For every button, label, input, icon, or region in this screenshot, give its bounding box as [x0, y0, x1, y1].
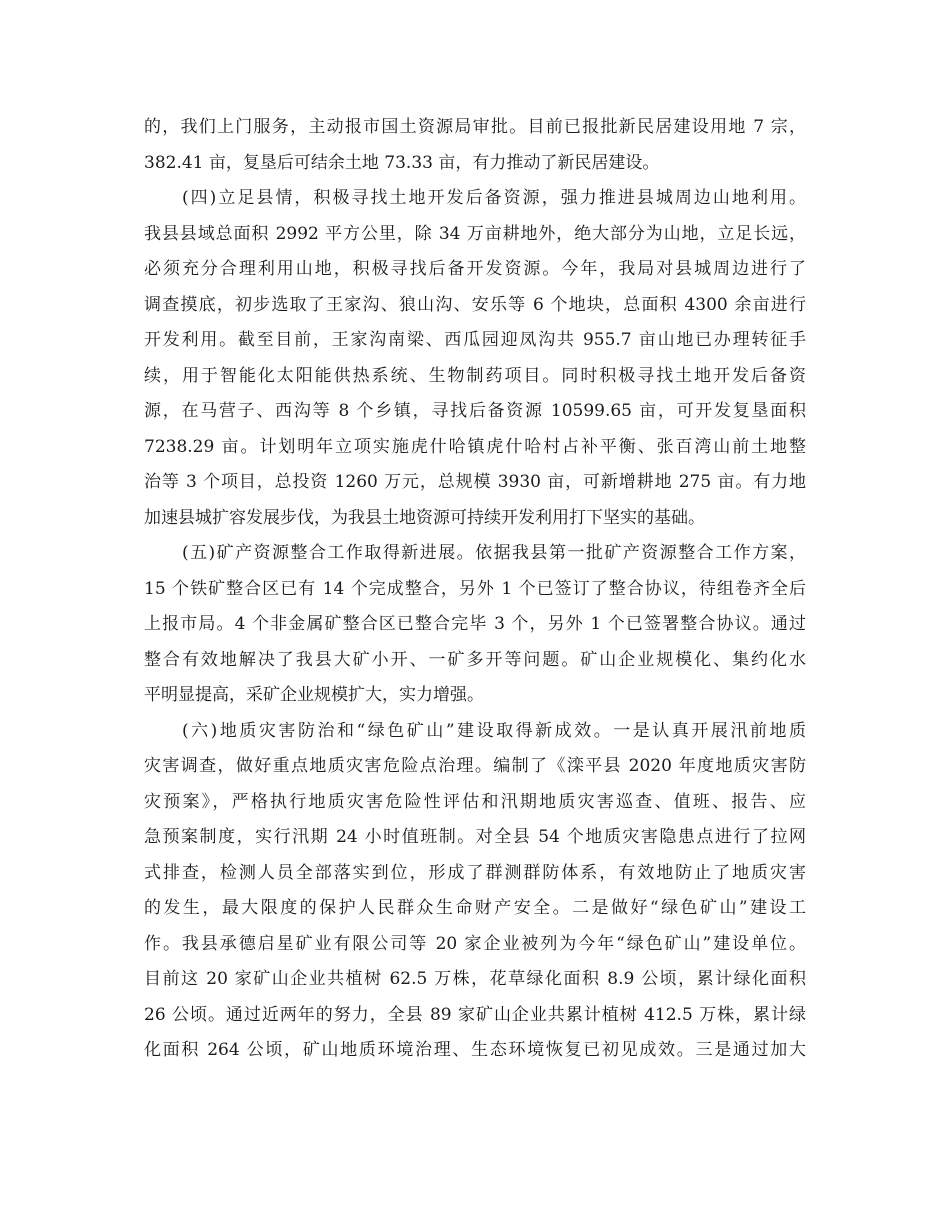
- paragraph: [144, 714, 806, 1069]
- text-line: (五)矿产资源整合工作取得新进展。依据我县第一批矿产资源整合工作方案，: [182, 543, 806, 563]
- text-line: 目前这 20 家矿山企业共植树 62.5 万株，花草绿化面积 8.9 公顷，累计绿化面积: [144, 969, 806, 989]
- text-line: (六)地质灾害防治和“绿色矿山”建设取得新成效。一是认真开展汛前地质: [182, 720, 806, 741]
- text-line: 7238.29 亩。计划明年立项实施虎什哈镇虎什哈村占补平衡、张百湾山前土地整: [144, 436, 806, 457]
- text-line: 化面积 264 公顷，矿山地质环境治理、生态环境恢复已初见成效。三是通过加大: [144, 1040, 806, 1060]
- text-line: 平明显提高，采矿企业规模扩大，实力增强。: [144, 685, 484, 705]
- text-line: 续，用于智能化太阳能供热系统、生物制药项目。同时积极寻找土地开发后备资: [144, 365, 806, 386]
- text-line: 急预案制度，实行汛期 24 小时值班制。对全县 54 个地质灾害隐患点进行了拉网: [144, 827, 806, 847]
- paragraph: [144, 181, 806, 536]
- text-line: 源，在马营子、西沟等 8 个乡镇，寻找后备资源 10599.65 亩，可开发复垦面积: [144, 401, 806, 421]
- text-line: 382.41 亩，复垦后可结余土地 73.33 亩，有力推动了新民居建设。: [144, 152, 660, 173]
- text-line: 式排查，检测人员全部落实到位，形成了群测群防体系，有效地防止了地质灾害: [144, 862, 806, 883]
- text-line: 我县县域总面积 2992 平方公里，除 34 万亩耕地外，绝大部分为山地，立足长远，: [144, 223, 806, 244]
- text-line: 灾害调查，做好重点地质灾害危险点治理。编制了《滦平县 2020 年度地质灾害防: [144, 756, 806, 776]
- paragraph: [144, 110, 806, 181]
- text-line: 15 个铁矿整合区已有 14 个完成整合，另外 1 个已签订了整合协议，待组卷齐全后: [144, 578, 806, 599]
- paragraph: [144, 536, 806, 714]
- text-line: 开发利用。截至目前，王家沟南梁、西瓜园迎凤沟共 955.7 亩山地已办理转征手: [144, 330, 806, 350]
- text-line: 必须充分合理利用山地，积极寻找后备开发资源。今年，我局对县城周边进行了: [144, 259, 806, 279]
- text-line: 治等 3 个项目，总投资 1260 万元，总规模 3930 亩，可新增耕地 275 亩。有力地: [144, 472, 806, 492]
- text-line: 26 公顷。通过近两年的努力，全县 89 家矿山企业共累计植树 412.5 万株，累计绿: [144, 1004, 806, 1025]
- text-line: 作。我县承德启星矿业有限公司等 20 家企业被列为今年“绿色矿山”建设单位。: [144, 933, 806, 954]
- text-line: 整合有效地解决了我县大矿小开、一矿多开等问题。矿山企业规模化、集约化水: [144, 649, 806, 670]
- text-line: 加速县城扩容发展步伐，为我县土地资源可持续开发利用打下坚实的基础。: [144, 507, 705, 528]
- text-line: 灾预案》，严格执行地质灾害危险性评估和汛期地质灾害巡查、值班、报告、应: [144, 791, 806, 812]
- document-body: [144, 110, 806, 1069]
- text-line: 的发生，最大限度的保护人民群众生命财产安全。二是做好“绿色矿山”建设工: [144, 898, 806, 918]
- text-line: 调查摸底，初步选取了王家沟、狼山沟、安乐等 6 个地块，总面积 4300 余亩进行: [144, 294, 806, 315]
- text-line: 上报市局。4 个非金属矿整合区已整合完毕 3 个，另外 1 个已签署整合协议。通过: [144, 614, 806, 634]
- text-line: 的，我们上门服务，主动报市国土资源局审批。目前已报批新民居建设用地 7 宗，: [144, 117, 806, 137]
- text-line: (四)立足县情，积极寻找土地开发后备资源，强力推进县城周边山地利用。: [182, 188, 806, 208]
